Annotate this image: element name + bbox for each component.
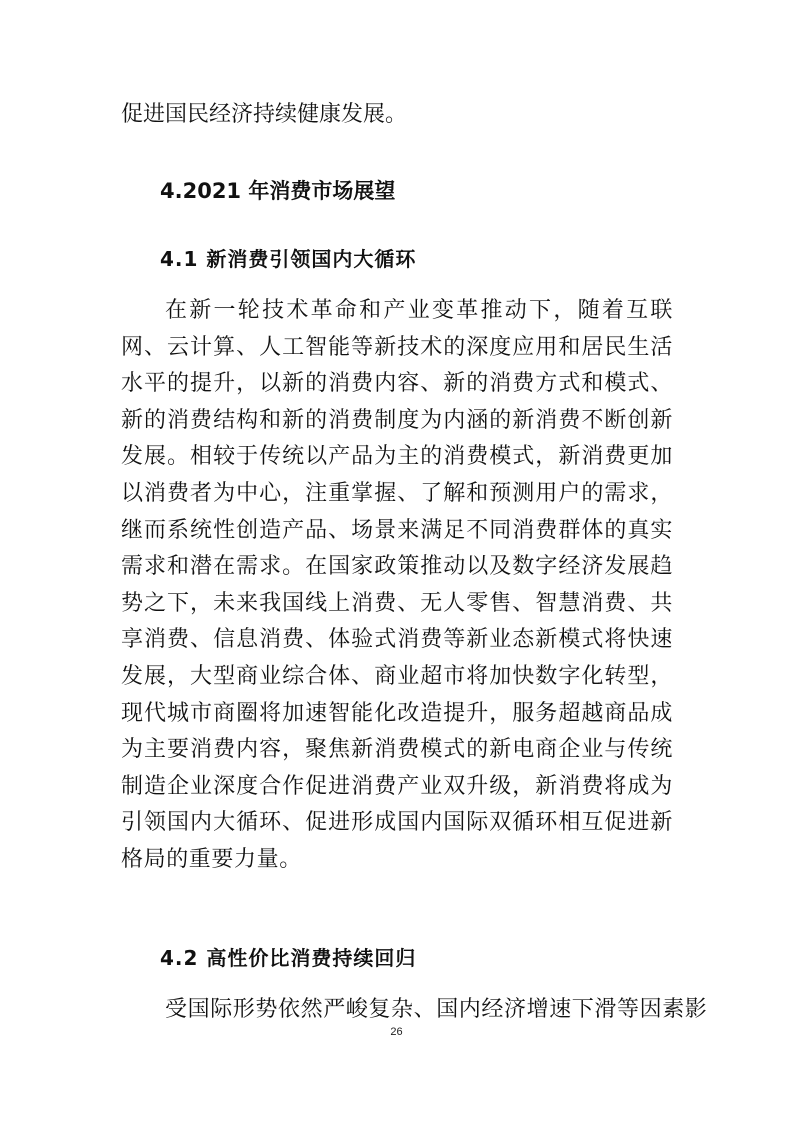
page-number: 26 <box>390 1026 403 1038</box>
paragraph-value-consumption-start: 受国际形势依然严峻复杂、国内经济增速下滑等因素影 <box>165 997 708 1022</box>
subsection-heading-4-2: 4.2 高性价比消费持续回归 <box>160 946 417 970</box>
subsection-heading-4-1: 4.1 新消费引领国内大循环 <box>160 247 417 271</box>
carry-over-text: 促进国民经济持续健康发展。 <box>121 102 408 127</box>
paragraph-new-consumption: 在新一轮技术革命和产业变革推动下，随着互联网、云计算、人工智能等新技术的深度应用和居民生活水平的提升，以新的消费内容、新的消费方式和模式、新的消费结构和新的消费制度为内涵的新消费不断创新发展。相较于传统以产品为主的消费模式，新消费更加以消费者为中心，注重掌握、了解和预测用户的需求，继而系统性创造产品、场景来满足不同消费群体的真实需求和潜在需求。在国家政策推动以及数字经济发展趋势之下，未来我国线上消费、无人零售、智慧消费、共享消费、信息消费、体验式消费等新业态新模式将快速发展，大型商业综合体、商业超市将加快数字化转型，现代城市商圈将加速智能化改造提升，服务超越商品成为主要消费内容，聚焦新消费模式的新电商企业与传统制造企业深度合作促进消费产业双升级，新消费将成为引领国内大循环、促进形成国内国际双循环相互促进新格局的重要力量。 <box>121 298 673 872</box>
section-heading: 4.2021 年消费市场展望 <box>160 179 396 203</box>
